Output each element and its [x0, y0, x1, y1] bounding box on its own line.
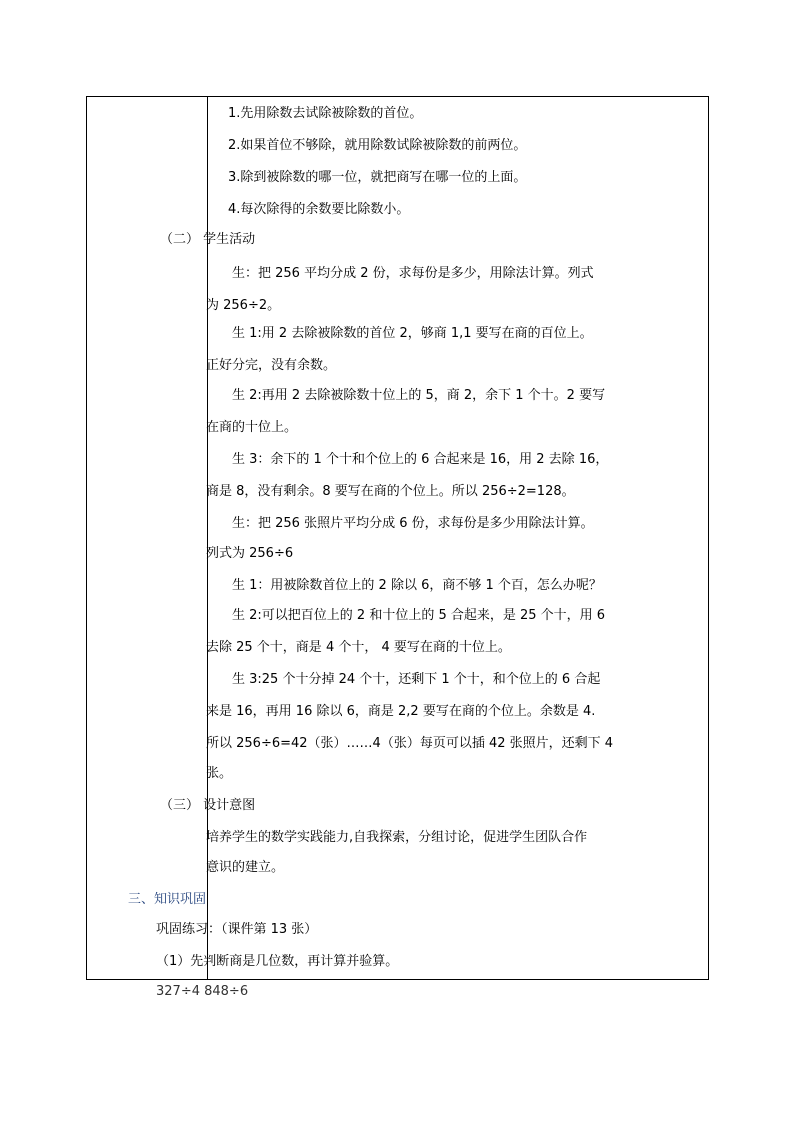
practice-line: 巩固练习：（课件第 13 张）: [156, 922, 318, 937]
knowledge-heading: 三、知识巩固: [128, 892, 207, 907]
question-line: （1）先判断商是几位数，再计算并验算。: [156, 954, 399, 969]
paragraph-line: 张。: [206, 766, 233, 781]
rule-2: 2.如果首位不够除，就用除数试除被除数的前两位。: [228, 138, 527, 153]
section-2-heading: （二） 学生活动: [160, 232, 256, 247]
paragraph-line: 所以 256÷6=42（张）……4（张）每页可以插 42 张照片，还剩下 4: [206, 736, 614, 751]
paragraph-line: 培养学生的数学实践能力,自我探索，分组讨论，促进学生团队合作: [206, 830, 588, 845]
rule-1: 1.先用除数去试除被除数的首位。: [228, 106, 423, 121]
paragraph-line: 生 2:再用 2 去除被除数十位上的 5，商 2，余下 1 个十。2 要写: [232, 388, 606, 403]
paragraph-line: 生 3:25 个十分掉 24 个十，还剩下 1 个十，和个位上的 6 合起: [232, 672, 601, 687]
paragraph-line: 商是 8，没有剩余。8 要写在商的个位上。所以 256÷2=128。: [206, 484, 575, 499]
paragraph-line: 去除 25 个十，商是 4 个十， 4 要写在商的十位上。: [206, 640, 511, 655]
paragraph-line: 在商的十位上。: [206, 420, 298, 435]
exercise-expressions: 327÷4 848÷6: [156, 984, 249, 999]
rule-3: 3.除到被除数的哪一位，就把商写在哪一位的上面。: [228, 170, 527, 185]
paragraph-line: 生：把 256 张照片平均分成 6 份，求每份是多少用除法计算。: [232, 516, 594, 531]
paragraph-line: 生 1:用 2 去除被除数的首位 2，够商 1,1 要写在商的百位上。: [232, 326, 593, 341]
paragraph-line: 来是 16，再用 16 除以 6，商是 2,2 要写在商的个位上。余数是 4.: [206, 704, 596, 719]
paragraph-line: 生 2:可以把百位上的 2 和十位上的 5 合起来，是 25 个十，用 6: [232, 608, 606, 623]
paragraph-line: 生：把 256 平均分成 2 份，求每份是多少，用除法计算。列式: [232, 266, 594, 281]
paragraph-line: 列式为 256÷6: [206, 546, 294, 561]
paragraph-line: 正好分完，没有余数。: [206, 358, 337, 373]
paragraph-line: 意识的建立。: [206, 860, 285, 875]
paragraph-line: 生 1：用被除数首位上的 2 除以 6，商不够 1 个百，怎么办呢？: [232, 578, 602, 593]
section-3-heading: （三） 设计意图: [160, 798, 256, 813]
rule-4: 4.每次除得的余数要比除数小。: [228, 202, 410, 217]
paragraph-line: 生 3：余下的 1 个十和个位上的 6 合起来是 16，用 2 去除 16，: [232, 452, 609, 467]
paragraph-line: 为 256÷2。: [206, 298, 281, 313]
